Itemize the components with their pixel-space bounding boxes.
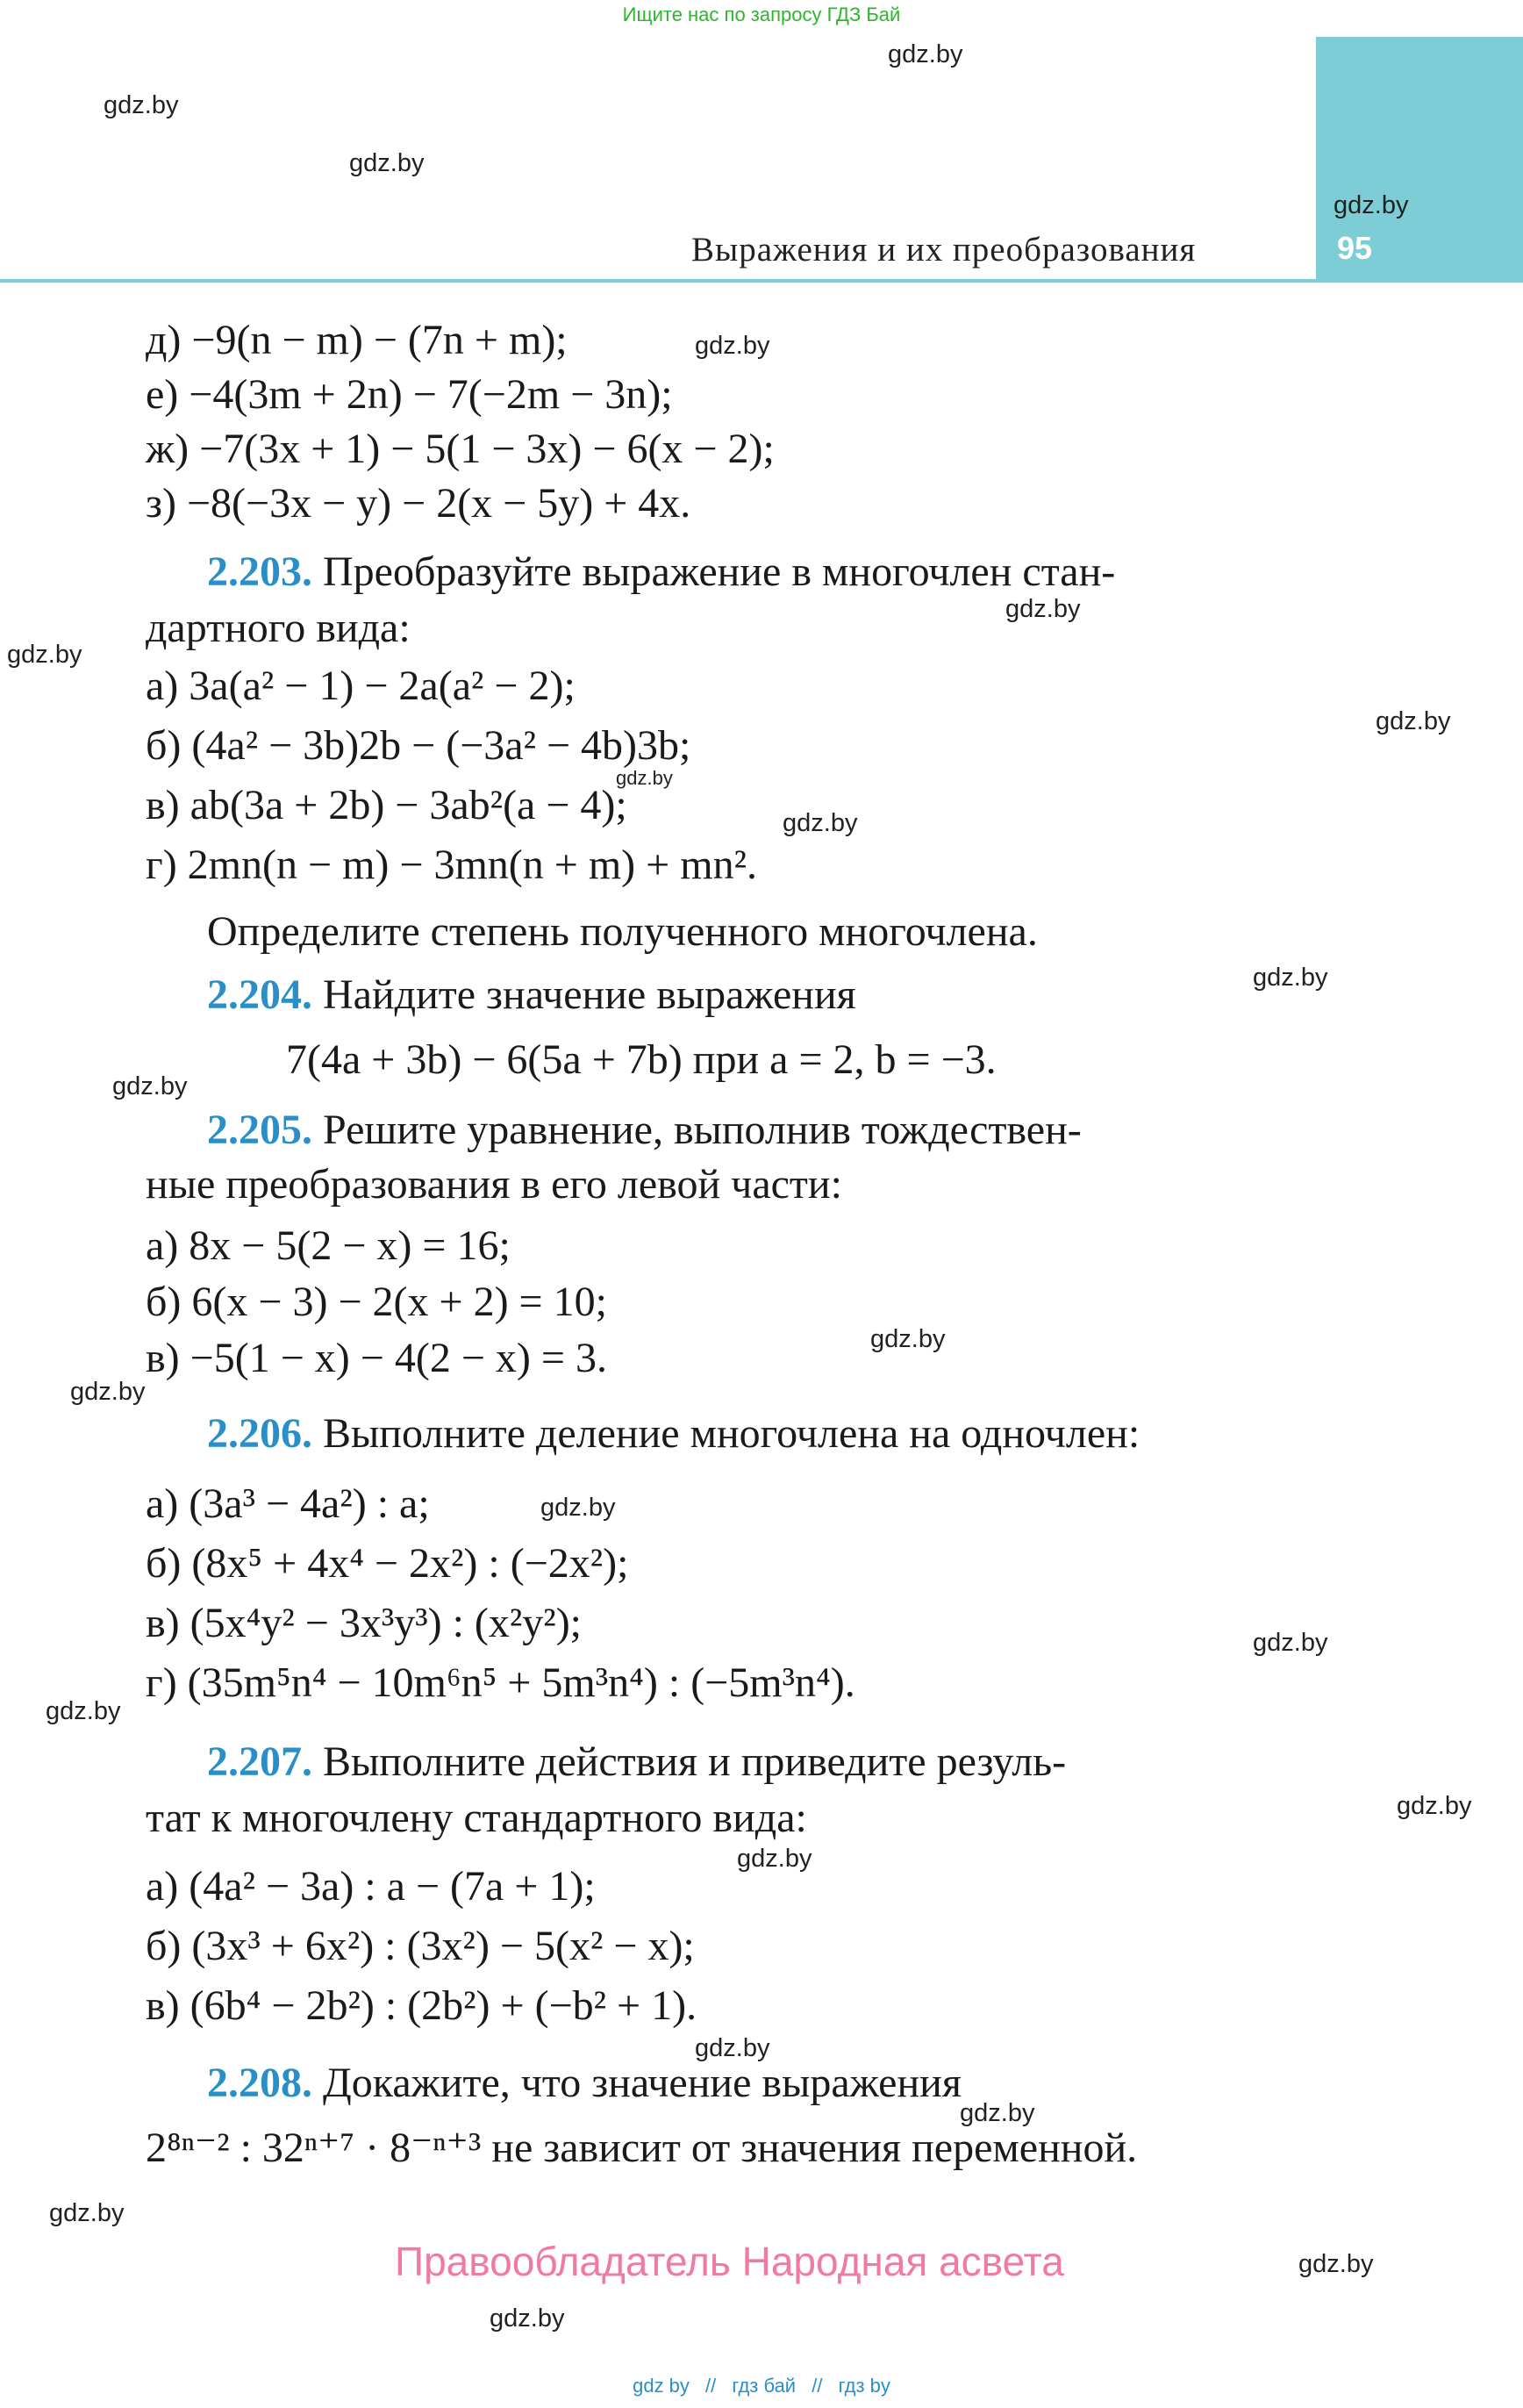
exercise-line-d: д) −9(n − m) − (7n + m);: [146, 317, 568, 363]
footer-separator: //: [812, 2375, 823, 2397]
watermark: gdz.by: [540, 1494, 616, 1522]
footer-link-gdz-by-2[interactable]: гдз by: [838, 2375, 890, 2397]
watermark: gdz.by: [112, 1072, 188, 1100]
problem-number: 2.203.: [207, 548, 312, 595]
problem-2-207-v: в) (6b⁴ − 2b²) : (2b²) + (−b² + 1).: [146, 1982, 697, 2029]
section-title: Выражения и их преобразования: [691, 231, 1197, 269]
footer-links: [0, 2375, 1523, 2397]
problem-2-205-text-cont: ные преобразования в его левой части:: [146, 1161, 842, 1208]
problem-2-205-b: б) 6(x − 3) − 2(x + 2) = 10;: [146, 1279, 607, 1325]
watermark: gdz.by: [695, 332, 770, 360]
problem-2-203-text-cont: дартного вида:: [146, 605, 411, 651]
header-rule: [0, 279, 1523, 283]
exercise-line-zh: ж) −7(3x + 1) − 5(1 − 3x) − 6(x − 2);: [146, 426, 775, 472]
problem-2-203-a: а) 3a(a² − 1) − 2a(a² − 2);: [146, 663, 576, 709]
problem-2-205-v: в) −5(1 − x) − 4(2 − x) = 3.: [146, 1335, 607, 1381]
problem-text: Решите уравнение, выполнив тождествен-: [323, 1107, 1082, 1153]
problem-text: Выполните действия и приведите резуль-: [323, 1738, 1067, 1785]
watermark: gdz.by: [1376, 707, 1451, 735]
watermark: gdz.by: [783, 809, 858, 837]
problem-2-206-heading: [207, 1410, 1140, 1457]
problem-2-205-a: а) 8x − 5(2 − x) = 16;: [146, 1222, 511, 1269]
problem-number: 2.206.: [207, 1410, 312, 1457]
watermark: gdz.by: [70, 1378, 146, 1406]
watermark: gdz.by: [104, 91, 179, 119]
problem-2-203-v: в) ab(3a + 2b) − 3ab²(a − 4);: [146, 782, 627, 828]
watermark: gdz.by: [490, 2304, 565, 2333]
footer-link-gdz-by[interactable]: gdz by: [633, 2375, 690, 2397]
problem-number: 2.205.: [207, 1107, 312, 1153]
exercise-line-z: з) −8(−3x − y) − 2(x − 5y) + 4x.: [146, 480, 691, 527]
watermark: gdz.by: [349, 149, 425, 177]
watermark: gdz.by: [1253, 1629, 1328, 1657]
watermark: gdz.by: [1298, 2250, 1374, 2278]
footer-link-gdz-bai[interactable]: гдз бай: [732, 2375, 797, 2397]
problem-2-208-expression: 2⁸ⁿ⁻² : 32ⁿ⁺⁷ · 8⁻ⁿ⁺³ не зависит от значения переменной.: [146, 2125, 1138, 2171]
problem-2-206-a: а) (3a³ − 4a²) : a;: [146, 1480, 430, 1527]
problem-2-207-heading: [207, 1738, 1067, 1785]
problem-2-203-tail: Определите степень полученного многочлена.: [207, 908, 1038, 955]
top-note: Ищите нас по запросу ГДЗ Бай: [622, 4, 901, 25]
problem-2-203-g: г) 2mn(n − m) − 3mn(n + m) + mn².: [146, 842, 757, 888]
problem-2-204-expression: 7(4a + 3b) − 6(5a + 7b) при a = 2, b = −3.: [286, 1036, 997, 1083]
footer-separator: //: [705, 2375, 717, 2397]
problem-2-206-g: г) (35m⁵n⁴ − 10m⁶n⁵ + 5m³n⁴) : (−5m³n⁴).: [146, 1659, 855, 1706]
watermark: gdz.by: [695, 2034, 770, 2062]
problem-text: Преобразуйте выражение в многочлен стан-: [323, 548, 1116, 595]
problem-2-206-b: б) (8x⁵ + 4x⁴ − 2x²) : (−2x²);: [146, 1540, 629, 1587]
watermark: gdz.by: [46, 1697, 121, 1725]
page-number: 95: [1337, 230, 1373, 266]
problem-text: Выполните деление многочлена на одночлен:: [323, 1410, 1140, 1457]
watermark: gdz.by: [888, 40, 963, 68]
problem-text: Докажите, что значение выражения: [323, 2060, 962, 2106]
watermark: gdz.by: [870, 1325, 946, 1353]
copyright-notice: Правообладатель Народная асвета: [395, 2239, 1064, 2284]
problem-number: 2.208.: [207, 2060, 312, 2106]
problem-text: Найдите значение выражения: [323, 971, 856, 1018]
watermark: gdz.by: [49, 2199, 125, 2227]
watermark: gdz.by: [7, 641, 82, 669]
problem-number: 2.204.: [207, 971, 312, 1018]
problem-2-205-heading: [207, 1109, 1082, 1151]
watermark: gdz.by: [1253, 964, 1328, 992]
watermark: gdz.by: [1334, 191, 1409, 219]
watermark: gdz.by: [737, 1845, 812, 1873]
problem-2-204-heading: [207, 971, 856, 1018]
problem-2-207-a: а) (4a² − 3a) : a − (7a + 1);: [146, 1863, 596, 1910]
problem-number: 2.207.: [207, 1738, 312, 1785]
problem-2-207-text-cont: тат к многочлену стандартного вида:: [146, 1795, 807, 1841]
problem-2-206-v: в) (5x⁴y² − 3x³y³) : (x²y²);: [146, 1600, 583, 1646]
problem-2-207-b: б) (3x³ + 6x²) : (3x²) − 5(x² − x);: [146, 1923, 695, 1969]
problem-2-203-heading: [207, 548, 1116, 595]
exercise-line-e: е) −4(3m + 2n) − 7(−2m − 3n);: [146, 371, 673, 418]
problem-2-208-heading: [207, 2062, 962, 2104]
watermark: gdz.by: [960, 2099, 1035, 2127]
problem-2-203-b: б) (4a² − 3b)2b − (−3a² − 4b)3b;: [146, 722, 691, 769]
watermark: gdz.by: [1397, 1792, 1472, 1820]
watermark: gdz.by: [616, 767, 673, 789]
watermark: gdz.by: [1005, 595, 1081, 623]
